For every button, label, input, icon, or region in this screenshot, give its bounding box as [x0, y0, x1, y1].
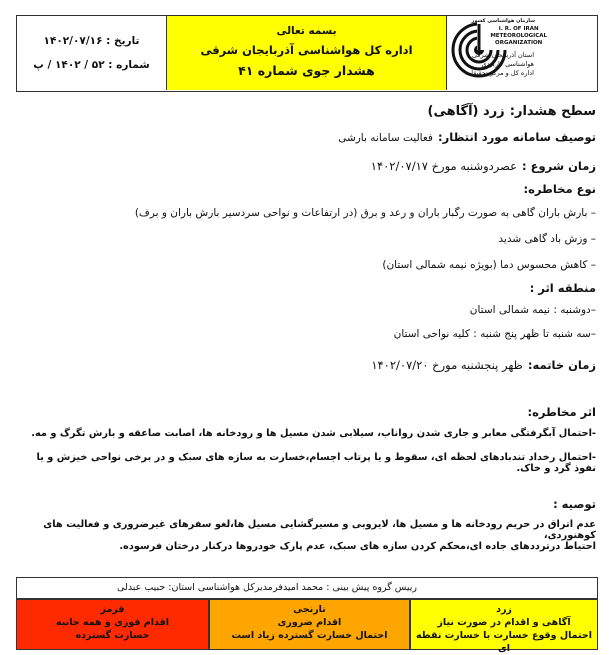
document-header: [16, 15, 598, 92]
director-name: مدیرکل هواشناسی استان: حبیب عبدلی: [117, 582, 273, 593]
org-title: اداره کل هواشناسی آذربایجان شرقی: [200, 43, 413, 57]
logo-box: [447, 16, 597, 90]
impact-item: -احتمال رخداد تندبادهای لحظه ای، سقوط و یا پرتاب اجسام،خسارت به سازه های سبک و در برخی نواحی خیزش و یا نفوذ گرد و خاک.: [36, 452, 596, 474]
impact-area-heading: منطقه اثر :: [529, 281, 596, 295]
legend-orange: نارنجی اقدام ضروری احتمال خسارت گسترده زیاد است: [209, 599, 410, 650]
hazard-item: – بارش باران گاهی به صورت رگبار باران و رعد و برق (در ارتفاعات و نواحی سردسیر بارش باران و برف): [20, 207, 596, 219]
basmala: بسمه تعالی: [276, 25, 337, 37]
area-item: –سه شنبه تا ظهر پنج شنبه : کلیه نواحی استان: [393, 328, 596, 340]
title-box: [167, 16, 447, 90]
legend-red: قرمز اقدام فوری و همه جانبه خسارت گسترده: [16, 599, 209, 650]
org-name-fa: سازمان هواشناسی کشور: [471, 18, 535, 24]
date-label: تاریخ : ۱۴۰۲/۰۷/۱۶: [43, 35, 140, 47]
impact-item: -احتمال آبگرفتگی معابر و جاری شدن رواناب، سیلابی شدن مسیل ها و رودخانه ها، اصابت صاعقه و بارش تگرگ و مه.: [31, 428, 596, 439]
org-name-en: I. R. OF IRAN METEOROLOGICAL ORGANIZATION: [490, 26, 547, 46]
hazard-item: – وزش باد گاهی شدید: [20, 233, 596, 245]
advice-line: احتیاط درترددهای جاده ای،محکم کردن سازه های سبک، عدم پارک خودروها درکنار درختان فرسوده.: [119, 541, 596, 552]
hazard-item: – کاهش محسوس دما (بویژه نیمه شمالی استان): [20, 259, 596, 271]
warning-title: هشدار جوی شماره ۴۱: [238, 63, 375, 78]
area-item: –دوشنبه : نیمه شمالی استان: [469, 304, 596, 316]
hazard-type-heading: نوع مخاطره:: [523, 182, 596, 196]
start-time: زمان شروع : عصردوشنبه مورخ ۱۴۰۲/۰۷/۱۷: [370, 159, 596, 173]
advice-line: عدم اتراق در حریم رودخانه ها و مسیل ها، لایروبی و مسیرگشایی مسیل ها،لغو سفرهای غیرضروری و فعالیت های کوهنوردی،: [43, 519, 596, 541]
reference-box: [17, 16, 167, 90]
warning-level: سطح هشدار: زرد (آگاهی): [427, 104, 596, 119]
forecast-head-name: رییس گروه پیش بینی : محمد امیدفر: [273, 582, 417, 593]
legend-yellow: زرد آگاهی و اقدام در صورت نیاز احتمال وقوع خسارت با خسارت نقطه ای: [410, 599, 598, 650]
number-label: شماره : ۵۲ / ۱۴۰۲ / پ: [33, 59, 150, 71]
hazard-impact-heading: اثر مخاطره:: [527, 405, 596, 419]
end-time: زمان خاتمه: ظهر پنجشنبه مورخ ۱۴۰۲/۰۷/۲۰: [371, 358, 596, 372]
signature-row: [16, 577, 598, 599]
province-name: استان آذربایجان شرقی هواشناسی کاربردی اداره کل و مرکز تحقیقات: [465, 51, 534, 77]
advice-heading: توصیه :: [553, 497, 596, 511]
system-description: توصیف سامانه مورد انتظار: فعالیت سامانه بارشی: [338, 130, 596, 144]
